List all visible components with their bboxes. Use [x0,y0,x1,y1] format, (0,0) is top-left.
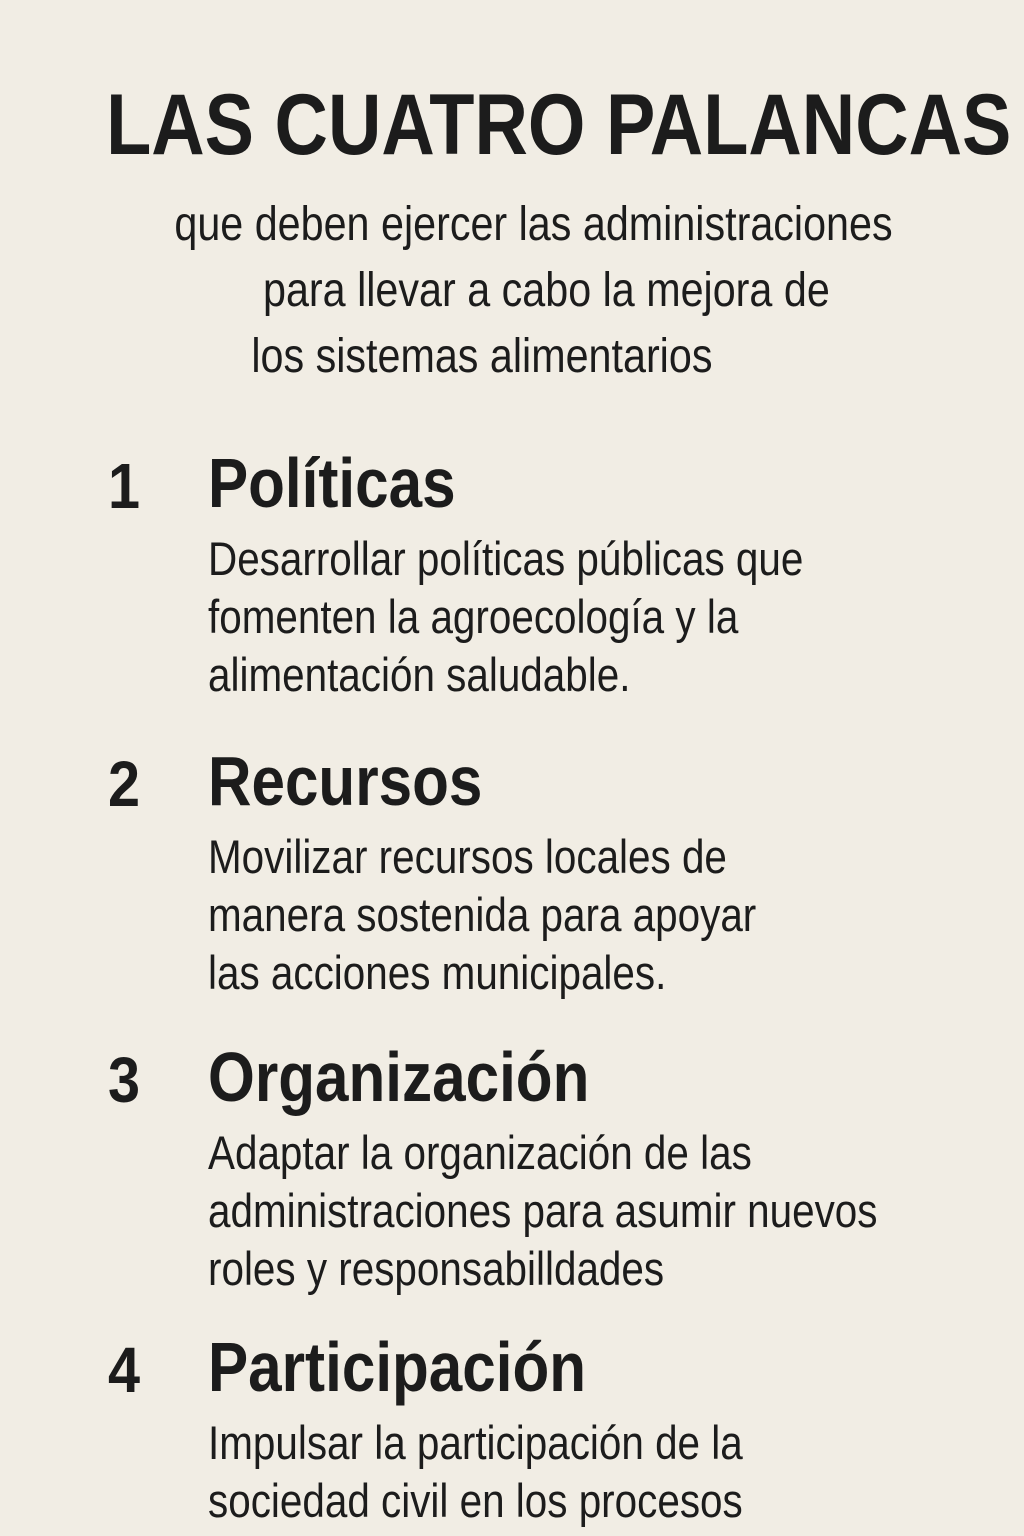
description-line: Movilizar recursos locales de [208,830,727,883]
subtitle-line: para llevar a cabo la mejora de [263,264,830,317]
lever-number: 2 [108,748,141,820]
subtitle-line: que deben ejercer las administraciones [174,198,893,251]
lever-number: 1 [108,450,141,522]
lever-heading: Participación [208,1328,587,1406]
description-line: las acciones municipales. [208,946,667,999]
subtitle-line: los sistemas alimentarios [251,330,713,383]
lever-number: 4 [108,1334,141,1406]
page-subtitle [72,192,953,390]
description-line: Adaptar la organización de las [208,1126,752,1179]
description-line: fomenten la agroecología y la [208,590,739,643]
page-title: LAS CUATRO PALANCAS [106,77,1012,173]
lever-heading: Recursos [208,742,483,820]
description-line: alimentación saludable. [208,648,631,701]
description-line: Desarrollar políticas públicas que [208,532,804,585]
lever-heading: Políticas [208,444,456,522]
description-line: administraciones para asumir nuevos [208,1184,878,1237]
description-line: Impulsar la participación de la [208,1416,743,1469]
description-line: roles y responsabilldades [208,1242,665,1295]
lever-description [208,1414,982,1530]
description-line: manera sostenida para apoyar [208,888,757,941]
lever-description [208,530,982,704]
lever-heading: Organización [208,1038,590,1116]
lever-number: 3 [108,1044,141,1116]
description-line: sociedad civil en los procesos [208,1474,743,1527]
lever-description [208,1124,982,1298]
lever-description [208,828,982,1002]
